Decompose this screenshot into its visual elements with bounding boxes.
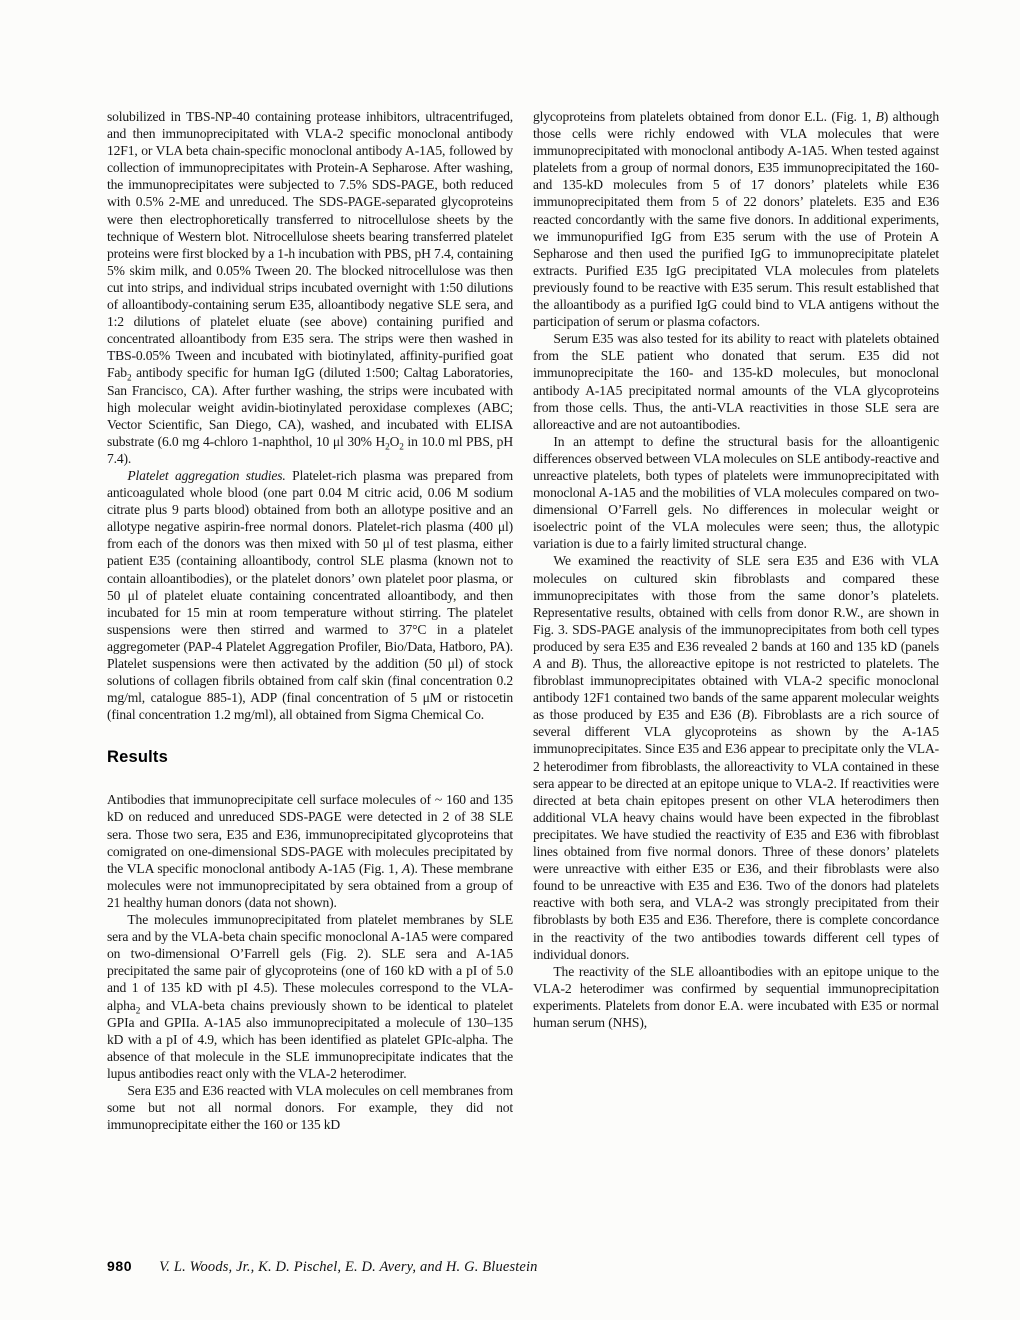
text-run: The molecules immunoprecipitated from platelet membranes by SLE sera and by the VLA-beta chain specific monoclonal A-1A5 were compared on two-dimensional O’Farrell gels (Fig. 2). SLE sera and A-1A5 precipitated the same pair of glycoproteins (one of 160 kD with a pI of 5.0 and 1 of 135 kD with pI 4.5). These molecules correspond to the VLA-alpha: [107, 912, 513, 1013]
text-run: Antibodies that immunoprecipitate cell surface molecules of ~ 160 and 135 kD on reduced and unreduced SDS-PAGE were detected in 2 of 38 SLE sera. Those two sera, E35 and E36, immunoprecipitated glycoproteins that comigrated on one-dimensional SDS-PAGE with molecules precipitated by the VLA specific monoclonal antibody A-1A5 (Fig. 1,: [107, 792, 513, 876]
text-run: We examined the reactivity of SLE sera E35 and E36 with VLA molecules on cultured skin fibroblasts and compared these immunoprecipitates with those from the same donor’s platelets. Representative results, obtained with cells from donor R.W., are shown in Fig. 3. SDS-PAGE analysis of the immunoprecipitates from both cell types produced by sera E35 and E36 revealed 2 bands at 160 and 135 kD (panels: [533, 553, 939, 654]
paragraph: [107, 467, 513, 723]
page-number: 980: [107, 1258, 133, 1274]
text-run: and VLA-beta chains previously shown to be identical to platelet GPIa and GPIIa. A-1A5 also immunoprecipitated a molecule of 130–135 kD with a pI of 4.9, which has been identified as platelet GPIc-alpha. The absence of that molecule in the SLE immunoprecipitate indicates that the lupus antibodies react only with the VLA-2 heterodimer.: [107, 997, 513, 1081]
text-run: in 10.0 ml PBS, pH 7.4).: [107, 433, 513, 466]
subscript-text: 2: [399, 441, 404, 452]
text-run: ) although those cells were richly endowed with VLA molecules that were immunoprecipitated with monoclonal antibody A-1A5. When tested against platelets from a group of normal donors, E35 immunoprecipitated the 160- and 135-kD molecules from 5 of 17 donors’ platelets while E36 immunoprecipitated them from 5 of 22 donors’ platelets. E35 and E36 reacted concordantly with the same five donors. In additional experiments, we immunopurified IgG from E35 serum with the use of Protein A Sepharose and then used the purified IgG to immunoprecipitate platelet extracts. Purified E35 IgG precipitated VLA molecules from platelets previously found to be reactive with E35 serum. This result established that the alloantibody as a purified IgG could bind to VLA antigens without the participation of serum or plasma cofactors.: [533, 109, 939, 330]
text-run: antibody specific for human IgG (diluted 1:500; Caltag Laboratories, San Francisco, CA). After further washing, the strips were incubated with high molecular weight avidin-biotinylated peroxidase complexes (ABC; Vector Scientific, San Diego, CA), washed, and incubated with ELISA substrate (6.0 mg 4-chloro 1-naphthol, 10 μl 30% H: [107, 365, 513, 449]
results-heading: Results: [107, 748, 169, 767]
text-run: Sera E35 and E36 reacted with VLA molecules on cell membranes from some but not all normal donors. For example, they did not immunoprecipitate either the 160 or 135 kD: [107, 1082, 513, 1133]
text-run: and: [541, 656, 571, 671]
two-column-text-area: [107, 108, 939, 1260]
paragraph: [533, 330, 939, 433]
page-footer: [107, 1258, 939, 1276]
paragraph: [533, 552, 939, 962]
text-run: In an attempt to define the structural basis for the alloantigenic differences observed between VLA molecules on SLE antibody-reactive and unreactive platelets, both types of platelets were immunoprecipitated with monoclonal A-1A5 and the mobilities of VLA molecules compared on two-dimensional O’Farrell gels. No differences in molecular weight or isoelectric point of the VLA molecules were seen; thus, the allotypic variation is due to a fairly limited structural change.: [533, 433, 939, 552]
subscript-text: 2: [385, 441, 390, 452]
text-run: The reactivity of the SLE alloantibodies with an epitope unique to the VLA-2 heterodimer was confirmed by sequential immunoprecipitation experiments. Platelets from donor E.A. were incubated with E35 or normal human serum (NHS),: [533, 963, 939, 1030]
text-run: ). Fibroblasts are a rich source of several different VLA glycoproteins as shown by the A-1A5 immunoprecipitates. Since E35 and E36 appear to precipitate only the VLA-2 heterodimer from fibroblasts, the alloreactivity to VLA contained in these sera appear to be directed at an epitope unique to VLA-2. If reactivities were directed at beta chain epitopes present on other VLA heterodimers then additional VLA heavy chains would have been expected in the fibroblast precipitates. We have studied the reactivity of E35 and E36 with fibroblast lines obtained from five normal donors. Three of these donors’ platelets were unreactive with either E35 or E36, and their fibroblasts were also found to be unreactive with E35 and E36. Two of the donors had platelets reactive with both sera, and VLA-2 was strongly precipitated from their fibroblasts by both E35 and E36. Therefore, there is complete concordance in the reactivity of the two antibodies towards different cell types of individual donors.: [533, 707, 939, 962]
paragraph: [107, 911, 513, 1082]
text-run: Serum E35 was also tested for its ability to react with platelets obtained from the SLE patient who donated that serum. E35 did not immunoprecipitate the 160- and 135-kD molecules, but monoclonal antibody A-1A5 precipitated normal amounts of the VLA glycoproteins from those cells. Thus, the anti-VLA reactivities in those SLE sera are alloreactive and are not autoantibodies.: [533, 331, 939, 432]
left-column: [107, 108, 513, 1260]
italic-text: A: [533, 656, 542, 671]
paragraph: [107, 791, 513, 911]
subscript-text: 2: [135, 1005, 141, 1016]
paragraph: [107, 108, 513, 467]
paragraph: [107, 1082, 513, 1133]
italic-text: B: [570, 656, 580, 671]
subscript-text: 2: [126, 373, 132, 384]
text-run: Platelet-rich plasma was prepared from anticoagulated whole blood (one part 0.04 M citric acid, 0.06 M sodium citrate plus 9 parts blood) obtained from both an allotype positive and an allotype negative aspirin-free normal donors. Platelet-rich plasma (400 μl) from each of the donors was then mixed with 50 μl of test plasma, either patient E35 (containing alloantibody, control SLE plasma (known not to contain alloantibodies), or the platelet donors’ own platelet poor plasma, or 50 μl of platelet eluate containing concentrated alloantibody, and then incubated for 15 min at room temperature without stirring. The platelet suspensions were then stirred and warmed to 37°C in a platelet aggregometer (PAP-4 Platelet Aggregation Profiler, Bio/Data, Hatboro, PA). Platelet suspensions were then activated by the addition (50 μl) of stock solutions of collagen fibrils obtained from calf skin (final concentration 0.2 mg/ml, catalogue 885-1), ADP (final concentration of 5 μM or ristocetin (final concentration 1.2 mg/ml), all obtained from Sigma Chemical Co.: [107, 467, 513, 723]
text-run: ). These membrane molecules were not immunoprecipitated by sera obtained from a group of 21 healthy human donors (data not shown).: [107, 860, 513, 910]
paragraph: [533, 433, 939, 553]
italic-text: B: [741, 707, 750, 723]
text-run: ). Thus, the alloreactive epitope is not restricted to platelets. The fibroblast immunoprecipitates obtained with VLA-2 specific monoclonal antibody 12F1 contained two bands of the same apparent molecular weights as those produced by E35 and E36 (: [533, 656, 939, 723]
running-authors: V. L. Woods, Jr., K. D. Pischel, E. D. Avery, and H. G. Bluestein: [159, 1259, 538, 1275]
italic-text: A: [401, 860, 411, 876]
text-run: O: [389, 433, 400, 449]
italic-text: B: [875, 109, 884, 124]
text-run: solubilized in TBS-NP-40 containing protease inhibitors, ultracentrifuged, and then immunoprecipitated with VLA-2 specific monoclonal antibody 12F1, or VLA beta chain-specific monoclonal antibody A-1A5, followed by collection of immunoprecipitates with Protein-A Sepharose. After washing, the immunoprecipitates were subjected to 7.5% SDS-PAGE, both reduced with 0.5% 2-ME and unreduced. The SDS-PAGE-separated glycoproteins were then electrophoretically transferred to nitrocellulose sheets by the technique of Western blot. Nitrocellulose sheets bearing transferred platelet proteins were first blocked by a 1-h incubation with PBS, pH 7.4, containing 5% skim milk, and 0.05% Tween 20. The blocked nitrocellulose was then cut into strips, and individual strips incubated overnight with 1:50 dilutions of alloantibody-containing serum E35, alloantibody negative SLE sera, and 1:2 dilutions of platelet eluate (see above) containing purified and concentrated alloantibody from E35 sera. The strips were then washed in TBS-0.05% Tween and incubated with biotinylated, affinity-purified goat Fab: [107, 109, 513, 381]
paragraph: [533, 108, 939, 330]
paragraph: [533, 963, 939, 1031]
right-column: [533, 108, 939, 1260]
italic-text: Platelet aggregation studies.: [127, 467, 286, 483]
text-run: glycoproteins from platelets obtained from donor E.L. (Fig. 1,: [533, 109, 876, 124]
